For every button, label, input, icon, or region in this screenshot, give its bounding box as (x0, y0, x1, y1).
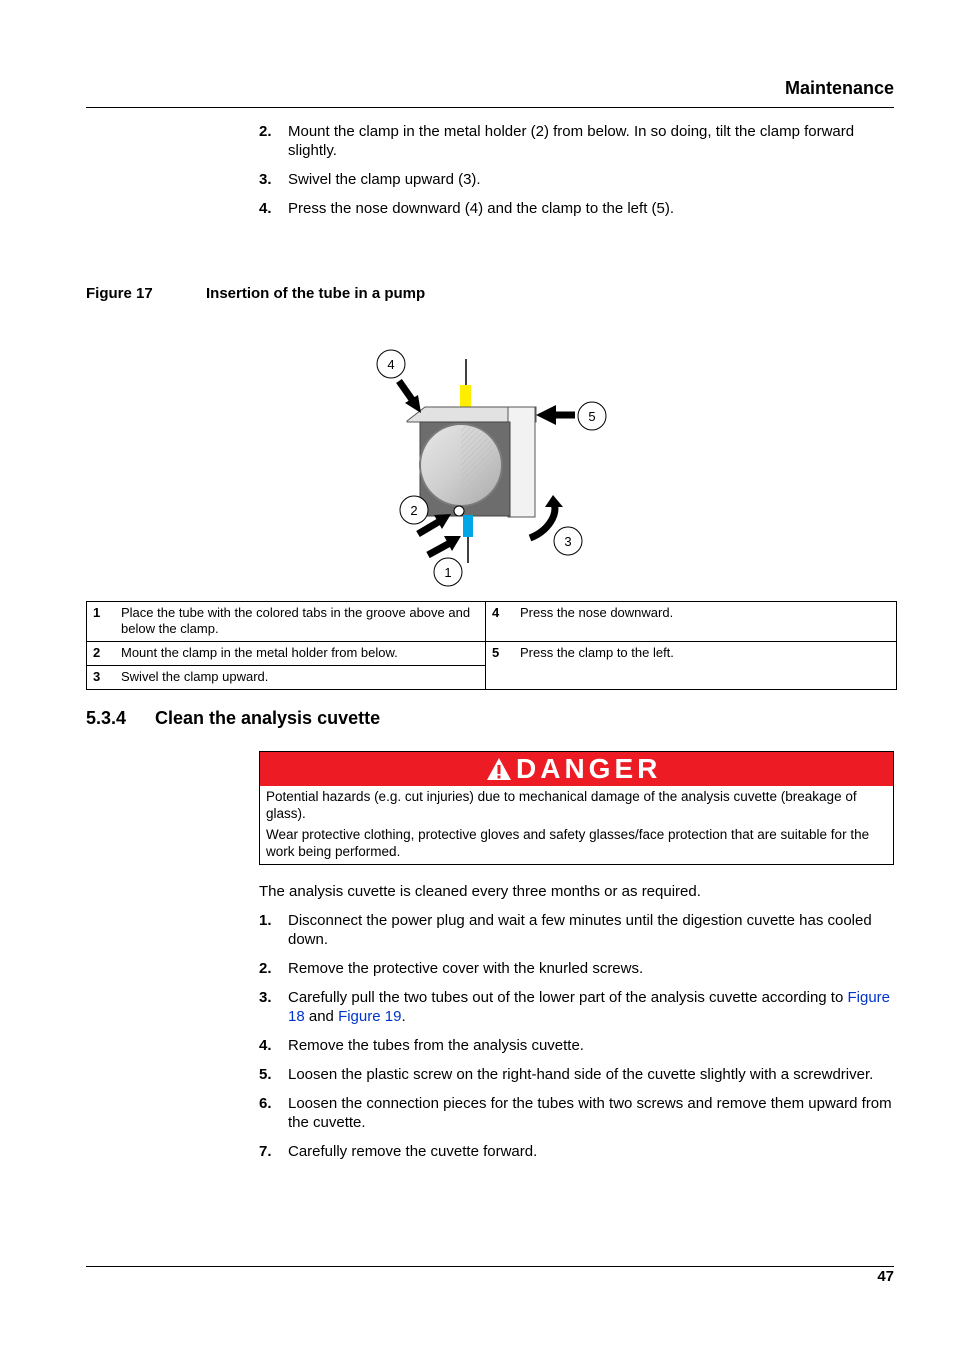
danger-label (486, 753, 661, 785)
figure-label: Figure 17 (86, 285, 153, 302)
legend-number: 4 (486, 602, 515, 642)
figure-legend-table (86, 601, 897, 690)
svg-text:3: 3 (564, 534, 572, 549)
warning-triangle-icon (486, 757, 512, 781)
step-text: Mount the clamp in the metal holder (2) from below. In so doing, tilt the clamp forward slightly. (288, 123, 855, 159)
step-text-part: . (401, 1008, 406, 1025)
arrow-5-icon (536, 405, 575, 425)
step-number: 6. (259, 1095, 272, 1112)
step-number: 1. (259, 912, 272, 929)
list-item (259, 959, 895, 978)
legend-text: Mount the clamp in the metal holder from below. (115, 642, 486, 666)
yellow-tab (460, 385, 471, 407)
page-number: 47 (877, 1268, 894, 1285)
section-title: Clean the analysis cuvette (155, 708, 381, 728)
list-item (259, 1094, 895, 1132)
step-number: 4. (259, 1037, 272, 1054)
legend-text: Press the nose downward. (514, 602, 897, 642)
step-number: 4. (259, 200, 272, 217)
step-list-bottom (259, 911, 895, 1171)
intro-paragraph: The analysis cuvette is cleaned every three months or as required. (259, 883, 701, 900)
callout-3 (554, 527, 582, 555)
legend-text: Place the tube with the colored tabs in the groove above and below the clamp. (115, 602, 486, 642)
step-number: 2. (259, 960, 272, 977)
step-number: 3. (259, 171, 272, 188)
step-text: Press the nose downward (4) and the clamp to the left (5). (288, 200, 675, 217)
step-number: 5. (259, 1066, 272, 1083)
danger-word: DANGER (516, 753, 662, 784)
list-item (259, 199, 895, 218)
step-text: Disconnect the power plug and wait a few minutes until the digestion cuvette has cooled down. (288, 912, 872, 948)
legend-number: 2 (87, 642, 116, 666)
step-list-top (259, 122, 895, 228)
step-text-part: and (304, 1008, 339, 1025)
section-number: 5.3.4 (86, 708, 127, 728)
step-number: 7. (259, 1143, 272, 1160)
figure-title: Insertion of the tube in a pump (206, 285, 426, 302)
table-row (87, 602, 897, 642)
step-number: 2. (259, 123, 272, 140)
callout-4 (377, 350, 405, 378)
arrow-1-icon (428, 536, 461, 555)
danger-paragraph: Wear protective clothing, protective gloves and safety glasses/face protection that are suitable for the work being performed. (266, 827, 870, 859)
list-item (259, 122, 895, 160)
clamp-side-plate (508, 407, 535, 517)
page-header-title: Maintenance (784, 78, 894, 98)
section-heading (86, 708, 381, 729)
figure-19-link[interactable]: Figure 19 (338, 1008, 402, 1025)
list-item (259, 1065, 895, 1084)
step-text: Loosen the connection pieces for the tubes with two screws and remove them upward from the cuvette. (288, 1095, 892, 1131)
legend-number: 3 (87, 666, 116, 690)
danger-paragraph: Potential hazards (e.g. cut injuries) due to mechanical damage of the analysis cuvette (breakage of glass). (266, 789, 857, 821)
step-number: 3. (259, 989, 272, 1006)
step-text: Remove the tubes from the analysis cuvette. (288, 1037, 584, 1054)
list-item (259, 1036, 895, 1055)
list-item (259, 170, 895, 189)
svg-text:1: 1 (444, 565, 452, 580)
step-text: Loosen the plastic screw on the right-hand side of the cuvette slightly with a screwdriver. (288, 1066, 874, 1083)
step-text: Remove the protective cover with the knurled screws. (288, 960, 644, 977)
legend-text: Press the clamp to the left. (514, 642, 897, 690)
blue-tab (463, 515, 473, 537)
svg-text:4: 4 (387, 357, 395, 372)
arrow-4-icon (399, 381, 421, 413)
list-item (259, 1142, 895, 1161)
callout-5 (578, 402, 606, 430)
step-text (288, 988, 895, 1026)
danger-header (260, 752, 893, 786)
list-item (259, 988, 895, 1026)
svg-text:2: 2 (410, 503, 418, 518)
callout-1 (434, 558, 462, 586)
step-text: Swivel the clamp upward (3). (288, 171, 481, 188)
danger-body (260, 786, 893, 860)
step-text: Carefully remove the cuvette forward. (288, 1143, 538, 1160)
table-row (87, 642, 897, 666)
list-item (259, 911, 895, 949)
callout-2 (400, 496, 428, 524)
groove-circle (454, 506, 464, 516)
figure-18-link[interactable]: Figure 18 (288, 989, 891, 1025)
legend-number: 5 (486, 642, 515, 690)
footer-divider (86, 1266, 894, 1267)
legend-text: Swivel the clamp upward. (115, 666, 486, 690)
svg-text:5: 5 (588, 409, 596, 424)
header-divider (86, 107, 894, 108)
legend-number: 1 (87, 602, 116, 642)
pump-tube-illustration (360, 345, 620, 590)
step-text-part: Carefully pull the two tubes out of the lower part of the analysis cuvette according to (288, 989, 848, 1006)
figure-caption (86, 285, 426, 302)
danger-notice (259, 751, 894, 865)
